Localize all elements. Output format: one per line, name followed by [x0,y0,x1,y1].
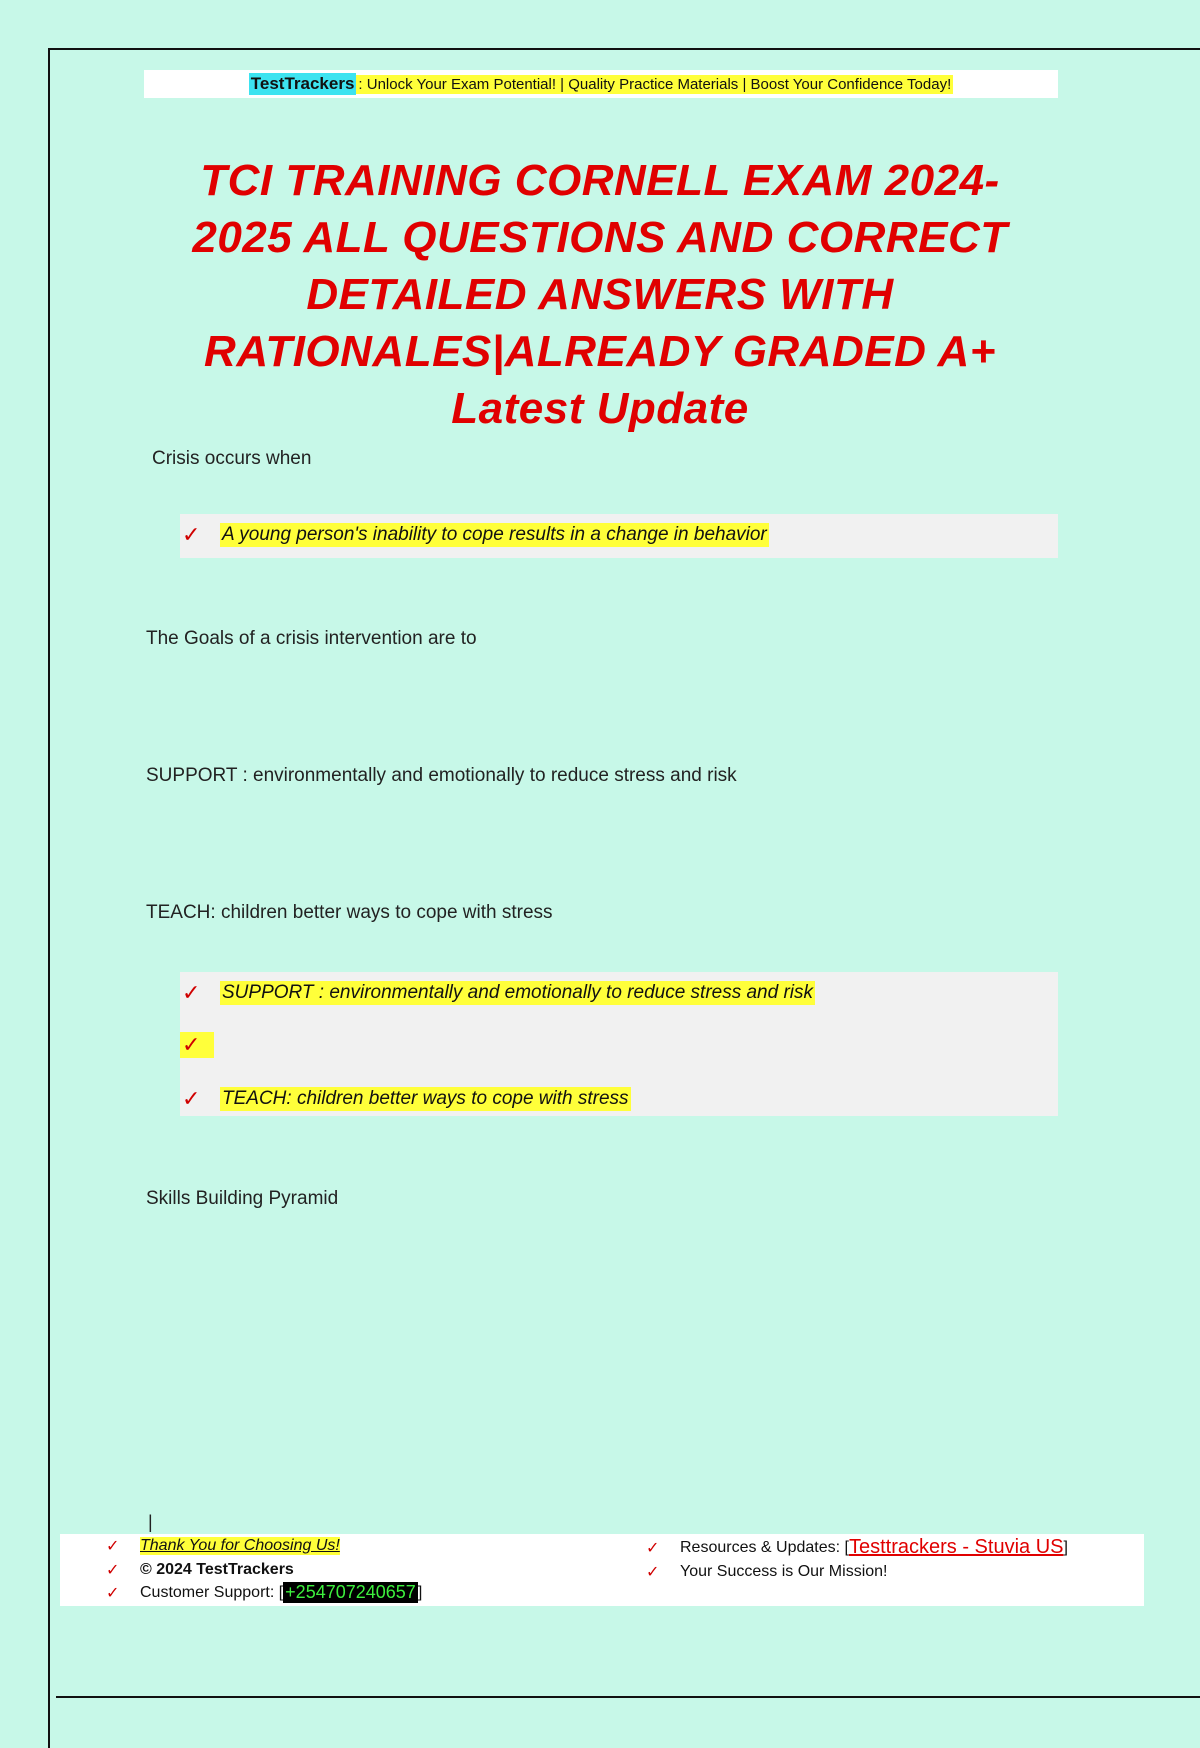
document-title [100,152,1100,437]
checkmark-icon: ✓ [180,1032,214,1058]
resources-label: Resources & Updates: [ [680,1538,849,1556]
checkmark-icon: ✓ [182,980,201,1005]
resources-link[interactable]: Testtrackers - Stuvia US [848,1536,1064,1558]
answer-box [180,972,1058,1116]
question-prompt: Crisis occurs when [152,448,312,469]
title-line: DETAILED ANSWERS WITH [306,270,894,319]
footer-mission [646,1562,887,1582]
support-close: ] [417,1583,423,1601]
checkmark-icon: ✓ [646,1564,660,1581]
question-prompt: Skills Building Pyramid [146,1188,339,1209]
footer [60,1534,1144,1606]
support-phone[interactable]: +254707240657 [285,1582,416,1602]
checkmark-icon: ✓ [646,1539,660,1557]
answer-item [180,522,769,548]
footer-support [106,1582,422,1603]
answer-item [180,980,815,1006]
bottom-rule [56,1696,1200,1698]
answer-text: A young person's inability to cope results in a change in behavior [222,524,767,545]
mission-text: Your Success is Our Mission! [680,1563,888,1580]
checkmark-icon: ✓ [106,1584,120,1602]
note-text: TEACH: children better ways to cope with stress [146,902,553,923]
checkmark-icon: ✓ [182,1086,201,1111]
answer-box [180,514,1058,558]
text-cursor: | [148,1512,153,1532]
resources-close: ] [1063,1538,1068,1556]
checkmark-icon: ✓ [106,1562,120,1579]
title-line: RATIONALES|ALREADY GRADED A+ [204,327,996,376]
banner-tagline: : Unlock Your Exam Potential! | Quality Practice Materials | Boost Your Confidence Today! [358,75,952,93]
footer-thank-you [106,1536,340,1556]
title-line: Latest Update [451,384,749,433]
brand-name: TestTrackers [250,74,355,93]
header-banner [144,70,1058,98]
support-label: Customer Support: [ [140,1583,284,1601]
checkmark-icon: ✓ [106,1538,120,1555]
answer-text: SUPPORT : environmentally and emotionally to reduce stress and risk [222,982,814,1003]
question-prompt: The Goals of a crisis intervention are to [146,628,477,649]
footer-resources [646,1536,1068,1559]
footer-copyright [106,1560,294,1580]
thank-you-text: Thank You for Choosing Us! [140,1537,340,1554]
answer-item [180,1086,631,1112]
title-line: 2025 ALL QUESTIONS AND CORRECT [192,213,1008,262]
note-text: SUPPORT : environmentally and emotionally to reduce stress and risk [146,765,737,786]
copyright-text: © 2024 TestTrackers [140,1561,294,1578]
answer-text: TEACH: children better ways to cope with stress [222,1088,629,1109]
title-line: TCI TRAINING CORNELL EXAM 2024- [200,156,1000,205]
answer-item [180,1032,214,1058]
checkmark-icon: ✓ [182,522,201,547]
